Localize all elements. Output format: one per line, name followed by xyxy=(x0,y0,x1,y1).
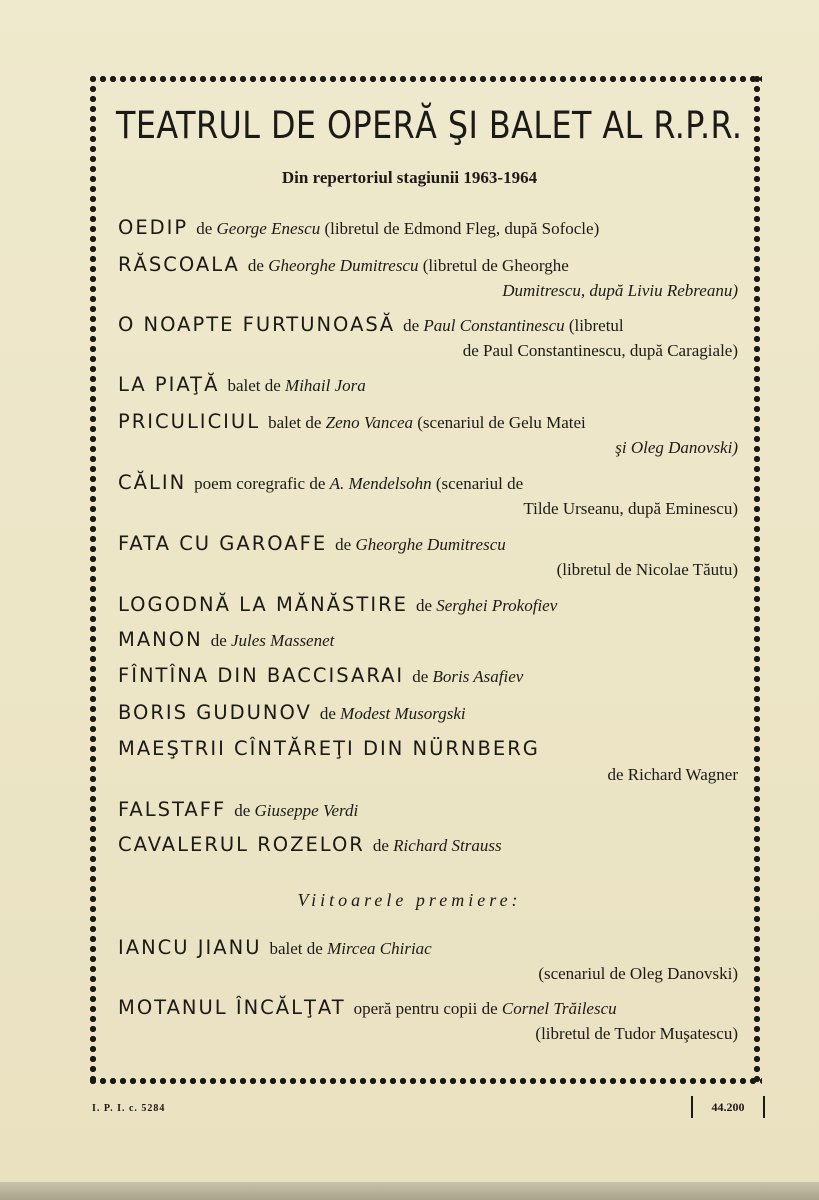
entry-second-line: (scenariul de Oleg Danovski) xyxy=(538,964,738,983)
work-title: IANCU JIANU xyxy=(118,936,262,959)
composer-name: Zeno Vancea xyxy=(325,413,414,432)
entry-second-line: (libretul de Nicolae Tăutu) xyxy=(556,560,738,579)
entry-text: balet de xyxy=(227,376,286,395)
entry-text: de xyxy=(319,704,341,723)
entry-text: de xyxy=(415,596,437,615)
entry-second-line: Dumitrescu, după Liviu Rebreanu) xyxy=(502,281,738,300)
work-title: MANON xyxy=(118,628,203,651)
work-title: CAVALERUL ROZELOR xyxy=(118,833,365,856)
work-title: CĂLIN xyxy=(118,471,187,494)
entry-text: de xyxy=(403,316,424,335)
entry-text: de xyxy=(210,631,231,650)
work-title: OEDIP xyxy=(118,216,189,239)
entry-text: (scenariul de Gelu Matei xyxy=(413,413,586,432)
page-edge-shadow xyxy=(0,1182,819,1200)
premiere-entry xyxy=(118,935,738,986)
entry-text: de xyxy=(247,256,269,275)
work-title: O NOAPTE FURTUNOASĂ xyxy=(118,313,396,336)
entry-text: de xyxy=(335,535,356,554)
repertoire-entry xyxy=(118,252,738,303)
border-bottom xyxy=(88,1076,762,1086)
border-left xyxy=(88,74,98,1086)
composer-name: Gheorghe Dumitrescu xyxy=(355,535,506,554)
print-run-box: 44.200 xyxy=(691,1096,765,1118)
work-title: BORIS GUDUNOV xyxy=(118,701,312,724)
work-title: FALSTAFF xyxy=(118,798,227,821)
entry-text: (libretul xyxy=(564,316,624,335)
composer-name: Mihail Jora xyxy=(285,376,366,395)
composer-name: Giuseppe Verdi xyxy=(254,801,359,820)
composer-name: Serghei Prokofiev xyxy=(436,596,558,615)
entry-text: de xyxy=(372,836,394,855)
entry-second-line: şi Oleg Danovski) xyxy=(615,438,738,457)
composer-name: Modest Musorgski xyxy=(340,704,466,723)
composer-name: Gheorghe Dumitrescu xyxy=(268,256,419,275)
repertoire-entry xyxy=(118,470,738,521)
repertoire-entry xyxy=(118,663,738,689)
entry-text: de xyxy=(234,801,255,820)
entry-text: (libretul de Gheorghe xyxy=(418,256,569,275)
border-right xyxy=(752,74,762,1086)
work-title: MOTANUL ÎNCĂLŢAT xyxy=(118,996,346,1019)
entry-text: de xyxy=(412,667,433,686)
repertoire-entry xyxy=(118,592,738,618)
repertoire-entry xyxy=(118,312,738,363)
repertoire-entry xyxy=(118,215,738,241)
composer-name: Mircea Chiriac xyxy=(327,939,432,958)
entry-text: de xyxy=(196,219,217,238)
work-title: FATA CU GAROAFE xyxy=(118,532,328,555)
work-title: LA PIAŢĂ xyxy=(118,373,220,396)
work-title: PRICULICIUL xyxy=(118,410,261,433)
composer-name: George Enescu xyxy=(216,219,321,238)
future-premieres-heading: Viitoarele premiere: xyxy=(297,890,522,910)
entry-text: balet de xyxy=(268,413,326,432)
page-title: TEATRUL DE OPERĂ ŞI BALET AL R.P.R. xyxy=(116,104,743,147)
entry-text: (scenariul de xyxy=(431,474,524,493)
composer-name: Jules Massenet xyxy=(230,631,335,650)
work-title: MAEŞTRII CÎNTĂREŢI DIN NÜRNBERG xyxy=(118,737,540,760)
composer-name: Paul Constantinescu xyxy=(423,316,565,335)
work-title: RĂSCOALA xyxy=(118,253,240,276)
entry-text: balet de xyxy=(269,939,328,958)
page-subtitle: Din repertoriul stagiunii 1963-1964 xyxy=(281,168,538,187)
entry-second-line: (libretul de Tudor Muşatescu) xyxy=(535,1024,738,1043)
entry-second-line: de Paul Constantinescu, după Caragiale) xyxy=(462,341,738,360)
repertoire-entry xyxy=(118,700,738,726)
work-title: LOGODNĂ LA MĂNĂSTIRE xyxy=(118,593,408,616)
repertoire-entry xyxy=(118,627,738,653)
entry-text: (libretul de Edmond Fleg, după Sofocle) xyxy=(320,219,600,238)
entry-text: operă pentru copii de xyxy=(353,999,502,1018)
premiere-entry xyxy=(118,995,738,1046)
entry-text: poem coregrafic de xyxy=(194,474,330,493)
repertoire-entry xyxy=(118,409,738,460)
printer-code: I. P. I. c. 5284 xyxy=(92,1103,166,1114)
work-title: FÎNTÎNA DIN BACCISARAI xyxy=(118,664,405,687)
composer-name: Boris Asafiev xyxy=(432,667,524,686)
repertoire-entry xyxy=(118,797,738,823)
composer-name: Richard Strauss xyxy=(393,836,502,855)
repertoire-entry xyxy=(118,832,738,858)
repertoire-entry xyxy=(118,372,738,398)
repertoire-entry xyxy=(118,531,738,582)
composer-name: A. Mendelsohn xyxy=(329,474,432,493)
entry-second-line: de Richard Wagner xyxy=(607,765,738,784)
entry-second-line: Tilde Urseanu, după Eminescu) xyxy=(523,499,738,518)
border-top xyxy=(88,74,762,84)
repertoire-entry xyxy=(118,736,738,787)
composer-name: Cornel Trăilescu xyxy=(501,999,617,1018)
